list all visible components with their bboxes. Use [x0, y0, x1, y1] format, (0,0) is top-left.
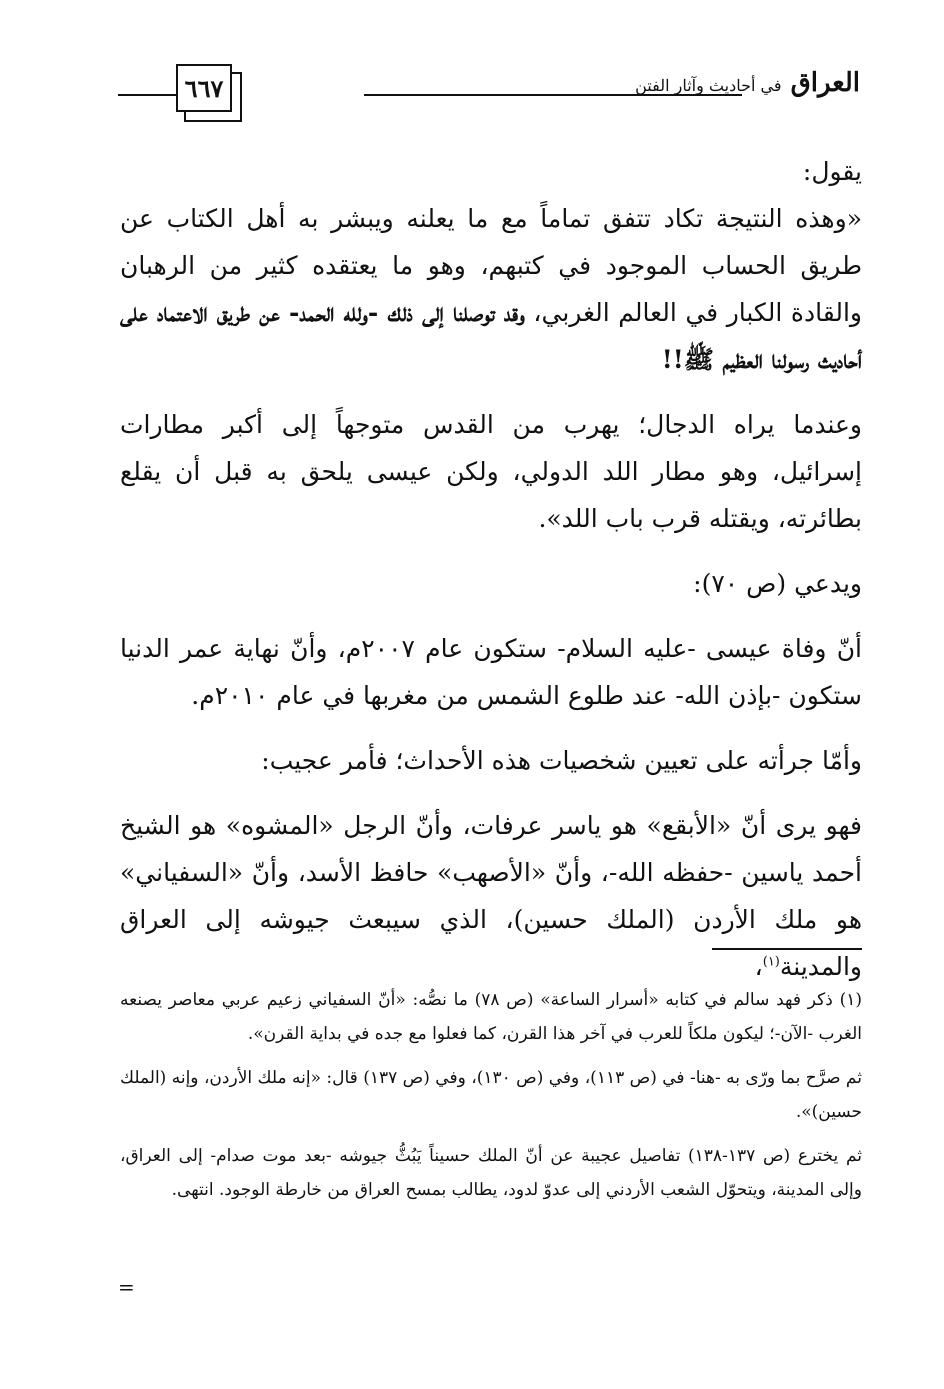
footnote-continuation-1: ثم صرَّح بما ورّى به -هنا- في (ص ١١٣)، وفي (ص ١٣٠)، وفي (ص ١٣٧) قال: «إنه ملك الأردن، وإنه (الملك حسين)».	[120, 1068, 862, 1122]
page-header	[118, 60, 860, 130]
running-title	[618, 68, 860, 108]
paragraph-dates: أنّ وفاة عيسى -عليه السلام- ستكون عام ٢٠٠٧م، وأنّ نهاية عمر الدنيا ستكون -بإذن الله- عند طلوع الشمس من مغربها في عام ٢٠١٠م.	[120, 634, 862, 710]
identities-text: فهو يرى أنّ «الأبقع» هو ياسر عرفات، وأنّ الرجل «المشوه» هو الشيخ أحمد ياسين -حفظه الله-، وأنّ «الأصهب» حافظ الأسد، وأنّ «السفياني» هو ملك الأردن (الملك حسين)، الذي سيبعث جيوشه إلى العراق والمدينة	[120, 811, 862, 981]
paragraph-claim: ويدعي (ص ٧٠):	[693, 569, 862, 598]
quote-bold-text: وقد توصلنا إلى ذلك -ولله الحمد- عن طريق الاعتماد على أحاديث رسولنا العظيم ﷺ!!	[120, 298, 862, 374]
paragraph-boldness: وأمّا جرأته على تعيين شخصيات هذه الأحداث؛ فأمر عجيب:	[261, 746, 862, 775]
identities-end: ،	[754, 952, 763, 981]
main-text	[120, 148, 862, 990]
paragraph-identities	[120, 802, 862, 990]
page-number: ٦٦٧	[176, 64, 232, 112]
header-rule-left	[118, 94, 176, 96]
paragraph-intro: يقول:	[802, 157, 862, 186]
footnote-1: (١) ذكر فهد سالم في كتابه «أسرار الساعة» (ص ٧٨) ما نصُّه: «أنّ السفياني زعيم عربي معاصر يصنعه الغرب -الآن-؛ ليكون ملكاً للعرب في آخر هذا القرن، كما فعلوا مع جده في بداية القرن».	[120, 990, 862, 1044]
paragraph-dajjal: وعندما يراه الدجال؛ يهرب من القدس متوجهاً إلى أكبر مطارات إسرائيل، وهو مطار اللد الدولي، ولكن عيسى يلحق به قبل أن يقلع بطائرته، ويقتله قرب باب اللد».	[120, 410, 862, 533]
running-title-main: العراق	[790, 68, 860, 98]
paragraph-quote	[120, 195, 862, 383]
footnote-continuation-2: ثم يخترع (ص ١٣٧-١٣٨) تفاصيل عجيبة عن أنّ الملك حسيناً يَبُثُّ جيوشه -بعد موت صدام- إلى العراق، وإلى المدينة، ويتحوّل الشعب الأردني إلى عدوّ لدود، يطالب بمسح العراق من خارطة الوجود. انتهى.	[120, 1146, 862, 1200]
quote-text: «وهذه النتيجة تكاد تتفق تماماً مع ما يعلنه ويبشر به أهل الكتاب عن طريق الحساب الموجود في كتبهم، وهو ما يعتقده كثير من الرهبان والقادة الكبار في العالم الغربي،	[120, 204, 862, 327]
continuation-mark: =	[118, 1275, 135, 1299]
running-title-sub: في أحاديث وآثار الفتن	[635, 76, 782, 95]
footnotes	[120, 983, 862, 1207]
footnote-separator	[712, 948, 862, 950]
footnote-ref-1[interactable]: (١)	[762, 954, 780, 970]
page-number-box	[176, 64, 362, 124]
